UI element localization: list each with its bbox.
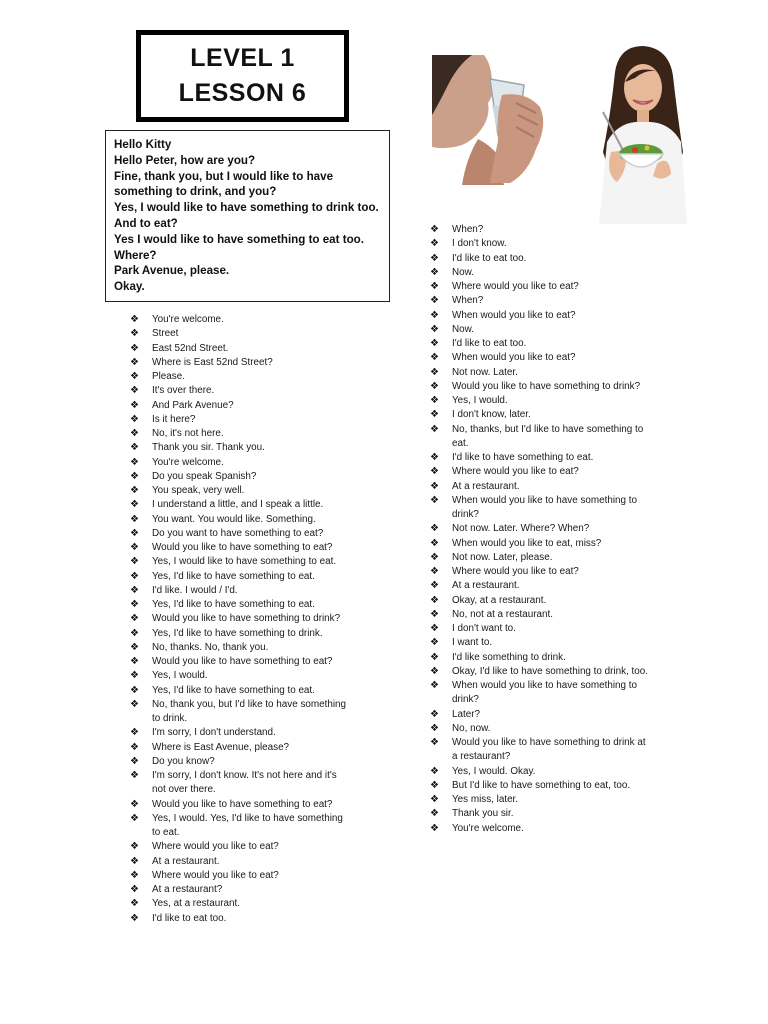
phrase-item bbox=[430, 280, 670, 294]
phrase-item bbox=[130, 470, 370, 484]
phrase-text: a restaurant? bbox=[452, 751, 511, 763]
phrase-item bbox=[130, 413, 370, 427]
phrase-text: You speak, very well. bbox=[152, 485, 245, 496]
diamond-bullet-icon: ❖ bbox=[430, 252, 439, 264]
phrase-item bbox=[130, 427, 370, 441]
diamond-bullet-icon: ❖ bbox=[130, 485, 139, 496]
phrase-item bbox=[430, 807, 670, 821]
diamond-bullet-icon: ❖ bbox=[130, 513, 139, 525]
phrase-item bbox=[130, 883, 370, 897]
phrase-item bbox=[130, 598, 370, 612]
phrase-item bbox=[130, 541, 370, 555]
diamond-bullet-icon: ❖ bbox=[130, 328, 139, 340]
phrase-text: Where is East 52nd Street? bbox=[152, 356, 273, 368]
phrase-text: Would you like to have something to eat? bbox=[152, 542, 333, 553]
right-phrase-list bbox=[430, 223, 670, 836]
phrase-text: You want. You would like. Something. bbox=[152, 513, 316, 525]
phrase-text: I want to. bbox=[452, 637, 493, 649]
phrase-text: to drink. bbox=[152, 713, 188, 724]
diamond-bullet-icon: ❖ bbox=[130, 385, 139, 397]
diamond-bullet-icon: ❖ bbox=[130, 584, 139, 596]
dialog-line: Park Avenue, please. bbox=[114, 264, 230, 278]
diamond-bullet-icon: ❖ bbox=[130, 599, 139, 610]
phrase-text: drink? bbox=[452, 509, 479, 520]
phrase-text: Where would you like to eat? bbox=[452, 466, 579, 478]
phrase-text: I'd like. I would / I'd. bbox=[152, 584, 238, 596]
phrase-item bbox=[430, 494, 670, 523]
phrase-text: Yes, I would. bbox=[152, 670, 208, 682]
phrase-item bbox=[430, 351, 670, 365]
diamond-bullet-icon: ❖ bbox=[130, 542, 139, 553]
dialog-line: Where? bbox=[114, 248, 157, 262]
phrase-text: Yes, I'd like to have something to drink. bbox=[152, 627, 323, 639]
phrase-item bbox=[430, 622, 670, 636]
diamond-bullet-icon: ❖ bbox=[430, 423, 439, 435]
dialog-line: Fine, thank you, but I would like to have bbox=[114, 169, 334, 183]
diamond-bullet-icon: ❖ bbox=[430, 523, 439, 535]
phrase-item bbox=[130, 869, 370, 883]
diamond-bullet-icon: ❖ bbox=[430, 580, 439, 592]
diamond-bullet-icon: ❖ bbox=[130, 570, 139, 582]
phrase-text: Would you like to have something to drink? bbox=[452, 380, 641, 392]
phrase-text: Yes, I would. Okay. bbox=[452, 765, 536, 777]
phrase-item bbox=[130, 741, 370, 755]
diamond-bullet-icon: ❖ bbox=[430, 566, 439, 577]
diamond-bullet-icon: ❖ bbox=[430, 380, 439, 392]
diamond-bullet-icon: ❖ bbox=[130, 556, 139, 568]
phrase-text: Okay, at a restaurant. bbox=[452, 594, 547, 606]
phrase-text: Yes, I would. Yes, I'd like to have something bbox=[152, 812, 343, 824]
phrase-text: At a restaurant? bbox=[152, 884, 223, 895]
phrase-text: Where is East Avenue, please? bbox=[152, 741, 290, 753]
phrase-item bbox=[430, 366, 670, 380]
phrase-item bbox=[430, 522, 670, 536]
diamond-bullet-icon: ❖ bbox=[430, 651, 439, 663]
phrase-text: Where would you like to eat? bbox=[152, 841, 279, 853]
phrase-text: You're welcome. bbox=[152, 314, 224, 325]
phrase-item bbox=[430, 266, 670, 280]
phrase-text: Yes, I'd like to have something to eat. bbox=[152, 684, 315, 696]
phrase-item bbox=[130, 755, 370, 769]
phrase-text: I don't want to. bbox=[452, 623, 516, 634]
phrase-item bbox=[430, 465, 670, 479]
phrase-item bbox=[430, 765, 670, 779]
phrase-text: Would you like to have something to eat? bbox=[152, 798, 333, 810]
dialog-box bbox=[105, 130, 390, 302]
diamond-bullet-icon: ❖ bbox=[130, 371, 139, 382]
diamond-bullet-icon: ❖ bbox=[130, 869, 139, 881]
phrase-item bbox=[130, 584, 370, 598]
phrase-text: It's over there. bbox=[152, 385, 215, 397]
diamond-bullet-icon: ❖ bbox=[430, 680, 439, 691]
phrase-item bbox=[130, 627, 370, 641]
dialog-line: Okay. bbox=[114, 280, 145, 294]
phrase-item bbox=[130, 612, 370, 626]
phrase-text: No, not at a restaurant. bbox=[452, 608, 554, 620]
phrase-item bbox=[430, 337, 670, 351]
phrase-text: Now. bbox=[452, 266, 474, 278]
diamond-bullet-icon: ❖ bbox=[430, 395, 439, 406]
phrase-text: Yes, I would like to have something to eat. bbox=[152, 556, 337, 568]
phrase-text: When would you like to have something to bbox=[452, 680, 637, 691]
phrase-item bbox=[430, 380, 670, 394]
phrase-text: When would you like to eat, miss? bbox=[452, 537, 602, 549]
diamond-bullet-icon: ❖ bbox=[130, 499, 139, 511]
phrase-item bbox=[130, 726, 370, 740]
diamond-bullet-icon: ❖ bbox=[430, 466, 439, 478]
phrase-text: Do you want to have something to eat? bbox=[152, 527, 324, 539]
diamond-bullet-icon: ❖ bbox=[430, 480, 439, 492]
phrase-item bbox=[430, 679, 670, 708]
phrase-item bbox=[130, 897, 370, 911]
diamond-bullet-icon: ❖ bbox=[130, 470, 139, 482]
diamond-bullet-icon: ❖ bbox=[130, 613, 139, 625]
diamond-bullet-icon: ❖ bbox=[430, 623, 439, 634]
diamond-bullet-icon: ❖ bbox=[130, 855, 139, 867]
phrase-text: Would you like to have something to eat? bbox=[152, 656, 333, 667]
phrase-text: Where would you like to eat? bbox=[152, 869, 279, 881]
dialog-line: And to eat? bbox=[114, 216, 178, 230]
phrase-text: I'd like to have something to eat. bbox=[452, 452, 594, 463]
phrase-text: I don't know, later. bbox=[452, 409, 531, 421]
diamond-bullet-icon: ❖ bbox=[130, 755, 139, 767]
diamond-bullet-icon: ❖ bbox=[130, 342, 139, 354]
diamond-bullet-icon: ❖ bbox=[430, 822, 439, 834]
diamond-bullet-icon: ❖ bbox=[430, 765, 439, 777]
phrase-text: You're welcome. bbox=[152, 456, 224, 468]
phrase-item bbox=[430, 237, 670, 251]
phrase-item bbox=[130, 384, 370, 398]
phrase-text: Do you know? bbox=[152, 755, 215, 767]
phrase-item bbox=[430, 551, 670, 565]
diamond-bullet-icon: ❖ bbox=[430, 537, 439, 549]
diamond-bullet-icon: ❖ bbox=[130, 770, 139, 781]
diamond-bullet-icon: ❖ bbox=[430, 266, 439, 278]
phrase-text: Is it here? bbox=[152, 413, 196, 425]
phrase-text: No, it's not here. bbox=[152, 428, 224, 439]
phrase-item bbox=[130, 555, 370, 569]
phrase-item bbox=[130, 840, 370, 854]
lesson-title-box bbox=[136, 30, 349, 122]
phrase-item bbox=[430, 608, 670, 622]
phrase-item bbox=[130, 641, 370, 655]
phrase-text: not over there. bbox=[152, 784, 216, 796]
diamond-bullet-icon: ❖ bbox=[430, 309, 439, 321]
diamond-bullet-icon: ❖ bbox=[130, 698, 139, 710]
phrase-item bbox=[430, 822, 670, 836]
diamond-bullet-icon: ❖ bbox=[130, 741, 139, 753]
diamond-bullet-icon: ❖ bbox=[430, 808, 439, 820]
phrase-item bbox=[430, 408, 670, 422]
level-title: LEVEL 1 bbox=[190, 44, 295, 72]
phrase-text: I understand a little, and I speak a little. bbox=[152, 499, 324, 511]
diamond-bullet-icon: ❖ bbox=[130, 399, 139, 411]
diamond-bullet-icon: ❖ bbox=[430, 338, 439, 349]
diamond-bullet-icon: ❖ bbox=[430, 494, 439, 506]
phrase-text: Okay, I'd like to have something to drink, too. bbox=[452, 665, 649, 677]
phrase-text: eat. bbox=[452, 437, 469, 449]
phrase-text: Not now. Later. Where? When? bbox=[452, 523, 590, 535]
diamond-bullet-icon: ❖ bbox=[430, 708, 439, 720]
dialog-line: Yes I would like to have something to eat too. bbox=[114, 232, 364, 246]
phrase-item bbox=[130, 313, 370, 327]
phrase-item bbox=[430, 565, 670, 579]
diamond-bullet-icon: ❖ bbox=[430, 281, 439, 292]
diamond-bullet-icon: ❖ bbox=[430, 594, 439, 606]
phrase-item bbox=[430, 665, 670, 679]
phrase-text: Where would you like to eat? bbox=[452, 566, 579, 577]
phrase-text: And Park Avenue? bbox=[152, 399, 234, 411]
phrase-text: Yes, I would. bbox=[452, 395, 508, 406]
phrase-item bbox=[130, 513, 370, 527]
phrase-item bbox=[130, 655, 370, 669]
phrase-text: East 52nd Street. bbox=[152, 342, 229, 354]
phrase-text: Thank you sir. bbox=[452, 808, 514, 820]
phrase-item bbox=[130, 527, 370, 541]
diamond-bullet-icon: ❖ bbox=[130, 912, 139, 924]
phrase-text: Now. bbox=[452, 323, 474, 335]
phrase-item bbox=[430, 594, 670, 608]
phrase-text: At a restaurant. bbox=[152, 855, 220, 867]
phrase-item bbox=[130, 399, 370, 413]
diamond-bullet-icon: ❖ bbox=[430, 224, 439, 235]
diamond-bullet-icon: ❖ bbox=[130, 356, 139, 368]
phrase-text: No, thanks, but I'd like to have something to bbox=[452, 423, 644, 435]
diamond-bullet-icon: ❖ bbox=[130, 527, 139, 539]
phrase-item bbox=[130, 456, 370, 470]
phrase-text: Would you like to have something to drink? bbox=[152, 613, 341, 625]
dialog-line: something to drink, and you? bbox=[114, 185, 277, 199]
phrase-text: No, thanks. No, thank you. bbox=[152, 641, 269, 653]
diamond-bullet-icon: ❖ bbox=[430, 551, 439, 563]
phrase-text: Not now. Later, please. bbox=[452, 551, 553, 563]
phrase-item bbox=[430, 394, 670, 408]
phrase-item bbox=[130, 912, 370, 926]
diamond-bullet-icon: ❖ bbox=[430, 794, 439, 805]
left-phrase-list bbox=[130, 313, 370, 926]
phrase-item bbox=[130, 370, 370, 384]
phrase-item bbox=[130, 669, 370, 683]
phrase-text: When? bbox=[452, 295, 484, 307]
phrase-item bbox=[430, 579, 670, 593]
phrase-item bbox=[130, 855, 370, 869]
phrase-text: I don't know. bbox=[452, 238, 507, 250]
phrase-text: At a restaurant. bbox=[452, 580, 520, 592]
diamond-bullet-icon: ❖ bbox=[430, 737, 439, 748]
diamond-bullet-icon: ❖ bbox=[430, 366, 439, 378]
phrase-item bbox=[430, 722, 670, 736]
diamond-bullet-icon: ❖ bbox=[130, 684, 139, 696]
diamond-bullet-icon: ❖ bbox=[130, 314, 139, 325]
phrase-item bbox=[130, 356, 370, 370]
diamond-bullet-icon: ❖ bbox=[430, 323, 439, 335]
phrase-text: No, thank you, but I'd like to have something bbox=[152, 698, 347, 710]
diamond-bullet-icon: ❖ bbox=[130, 812, 139, 824]
phrase-text: Street bbox=[152, 328, 179, 340]
diamond-bullet-icon: ❖ bbox=[130, 442, 139, 454]
phrase-text: I'd like to eat too. bbox=[452, 338, 527, 349]
diamond-bullet-icon: ❖ bbox=[130, 898, 139, 910]
phrase-item bbox=[130, 342, 370, 356]
phrase-item bbox=[130, 441, 370, 455]
phrase-item bbox=[430, 423, 670, 452]
phrase-text: Would you like to have something to drink at bbox=[452, 737, 646, 748]
phrase-item bbox=[430, 294, 670, 308]
diamond-bullet-icon: ❖ bbox=[130, 428, 139, 439]
phrase-text: Please. bbox=[152, 371, 185, 382]
phrase-item bbox=[130, 812, 370, 841]
diamond-bullet-icon: ❖ bbox=[130, 656, 139, 667]
phrase-item bbox=[130, 327, 370, 341]
diamond-bullet-icon: ❖ bbox=[130, 727, 139, 739]
phrase-item bbox=[130, 484, 370, 498]
phrase-text: Yes, I'd like to have something to eat. bbox=[152, 570, 315, 582]
phrase-text: When would you like to eat? bbox=[452, 352, 576, 364]
diamond-bullet-icon: ❖ bbox=[430, 238, 439, 250]
diamond-bullet-icon: ❖ bbox=[130, 413, 139, 425]
diamond-bullet-icon: ❖ bbox=[430, 409, 439, 421]
phrase-text: Do you speak Spanish? bbox=[152, 470, 257, 482]
phrase-item bbox=[430, 651, 670, 665]
phrase-item bbox=[430, 793, 670, 807]
dialog-line: Yes, I would like to have something to drink too. bbox=[114, 201, 379, 215]
woman-salad-photo bbox=[585, 42, 695, 224]
phrase-item bbox=[130, 769, 370, 798]
phrase-text: When would you like to eat? bbox=[452, 309, 576, 321]
phrase-text: Yes miss, later. bbox=[452, 794, 519, 805]
diamond-bullet-icon: ❖ bbox=[430, 779, 439, 791]
phrase-item bbox=[430, 708, 670, 722]
phrase-text: But I'd like to have something to eat, too. bbox=[452, 779, 631, 791]
phrase-text: Later? bbox=[452, 708, 481, 720]
phrase-item bbox=[430, 736, 670, 765]
diamond-bullet-icon: ❖ bbox=[130, 456, 139, 468]
phrase-text: No, now. bbox=[452, 722, 491, 734]
diamond-bullet-icon: ❖ bbox=[430, 295, 439, 307]
diamond-bullet-icon: ❖ bbox=[430, 352, 439, 364]
diamond-bullet-icon: ❖ bbox=[130, 670, 139, 682]
phrase-item bbox=[130, 684, 370, 698]
phrase-text: You're welcome. bbox=[452, 822, 524, 834]
phrase-text: Where would you like to eat? bbox=[452, 281, 579, 292]
phrase-text: I'd like to eat too. bbox=[152, 912, 227, 924]
lesson-title: LESSON 6 bbox=[178, 79, 307, 107]
phrase-text: I'd like to eat too. bbox=[452, 252, 527, 264]
diamond-bullet-icon: ❖ bbox=[430, 452, 439, 463]
phrase-text: When would you like to have something to bbox=[452, 494, 637, 506]
diamond-bullet-icon: ❖ bbox=[430, 722, 439, 734]
phrase-text: Yes, I'd like to have something to eat. bbox=[152, 599, 315, 610]
phrase-item bbox=[430, 636, 670, 650]
phrase-item bbox=[430, 223, 670, 237]
phrase-text: When? bbox=[452, 224, 484, 235]
man-drinking-photo bbox=[432, 55, 577, 185]
diamond-bullet-icon: ❖ bbox=[130, 641, 139, 653]
phrase-item bbox=[430, 779, 670, 793]
phrase-item bbox=[430, 323, 670, 337]
phrase-item bbox=[130, 498, 370, 512]
phrase-text: Yes, at a restaurant. bbox=[152, 898, 241, 910]
phrase-item bbox=[130, 570, 370, 584]
diamond-bullet-icon: ❖ bbox=[130, 841, 139, 853]
phrase-item bbox=[430, 309, 670, 323]
diamond-bullet-icon: ❖ bbox=[130, 627, 139, 639]
dialog-line: Hello Peter, how are you? bbox=[114, 153, 256, 167]
phrase-text: drink? bbox=[452, 694, 479, 706]
phrase-item bbox=[430, 480, 670, 494]
phrase-text: Not now. Later. bbox=[452, 366, 518, 378]
diamond-bullet-icon: ❖ bbox=[430, 637, 439, 649]
phrase-item bbox=[430, 252, 670, 266]
phrase-text: to eat. bbox=[152, 827, 180, 838]
phrase-item bbox=[130, 698, 370, 727]
phrase-text: I'm sorry, I don't know. It's not here and it's bbox=[152, 770, 337, 781]
phrase-item bbox=[430, 451, 670, 465]
diamond-bullet-icon: ❖ bbox=[430, 665, 439, 677]
dialog-line: Hello Kitty bbox=[114, 138, 172, 151]
phrase-text: I'd like something to drink. bbox=[452, 651, 566, 663]
phrase-item bbox=[430, 537, 670, 551]
phrase-item bbox=[130, 798, 370, 812]
diamond-bullet-icon: ❖ bbox=[430, 608, 439, 620]
diamond-bullet-icon: ❖ bbox=[130, 884, 139, 895]
phrase-text: Thank you sir. Thank you. bbox=[152, 442, 265, 454]
phrase-text: I'm sorry, I don't understand. bbox=[152, 727, 276, 739]
diamond-bullet-icon: ❖ bbox=[130, 798, 139, 810]
phrase-text: At a restaurant. bbox=[452, 480, 520, 492]
